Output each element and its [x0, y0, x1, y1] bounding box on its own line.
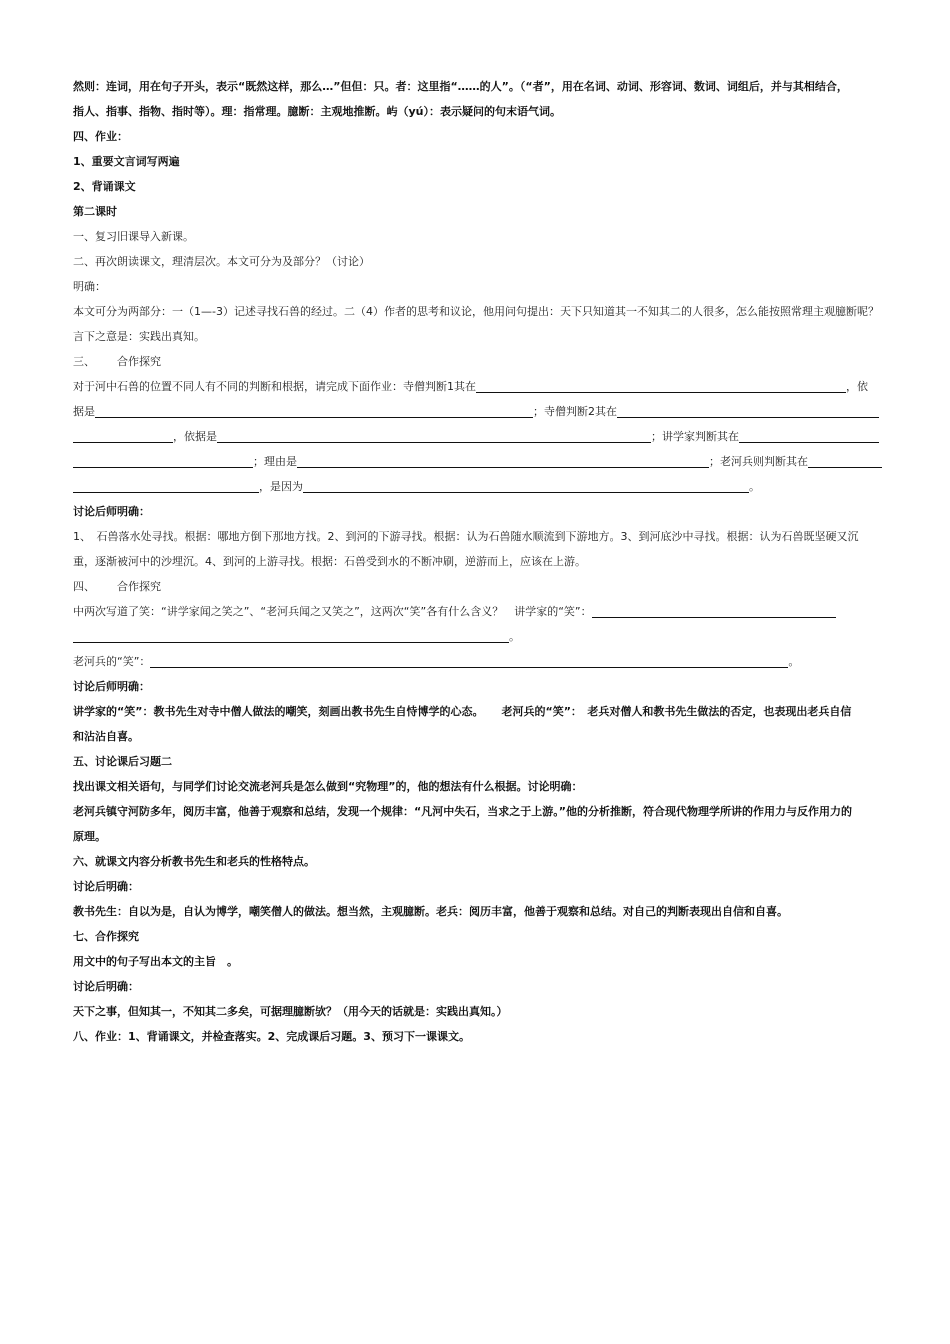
answer-blank[interactable] [95, 403, 533, 418]
exercise-line-5 [73, 474, 887, 499]
heading-text: 合作探究 [117, 580, 161, 593]
answer-blank[interactable] [739, 428, 879, 443]
characters-answer: 教书先生：自以为是，自认为博学，嘲笑僧人的做法。想当然，主观臆断。老兵：阅历丰富，他善于观察和总结。对自己的判断表现出自信和自喜。 [73, 905, 788, 918]
heading-second-lesson: 第二课时 [73, 205, 117, 218]
answer-text-2: 重，逐渐被河中的沙埋沉。4、到河的上游寻找。根据：石兽受到水的不断冲刷，逆游而上，应该在上游。 [73, 555, 586, 568]
soldier-laugh-line [73, 649, 887, 674]
discussion-label: 讨论后师明确： [73, 505, 150, 518]
section-review: 一、复习旧课导入新课。 [73, 230, 194, 243]
exercise-text: 。 [509, 630, 520, 643]
laugh-question-line [73, 599, 887, 624]
answer-blank[interactable] [476, 378, 846, 393]
laugh-answer-line [73, 624, 887, 649]
laugh-meaning-line [73, 699, 887, 724]
answer-text-1: 1、 石兽落水处寻找。根据：哪地方倒下那地方找。2、到河的下游寻找。根据：认为石兽随水顺流到下游地方。3、到河底沙中寻找。根据：认为石兽既坚硬又沉 [73, 530, 859, 543]
heading-cooperative-3 [73, 349, 887, 374]
soldier-laugh-meaning: 老河兵的“笑”： 老兵对僧人和教书先生做法的否定，也表现出老兵自信 [501, 705, 852, 718]
exercise-text: ；老河兵则判断其在 [709, 455, 808, 468]
answer-blank[interactable] [73, 478, 259, 493]
homework-item-1: 1、重要文言词写两遍 [73, 155, 180, 168]
final-homework: 八、作业：1、背诵课文，并检查落实。2、完成课后习题。3、预习下一课课文。 [73, 1030, 470, 1043]
exercise-text: ；寺僧判断2其在 [533, 405, 617, 418]
answer-blank[interactable] [73, 628, 509, 643]
heading-number: 三、 [73, 355, 95, 368]
structure-text-1: 本文可分为两部分：一（1—-3）记述寻找石兽的经过。二（4）作者的思考和议论，他用问句提出：天下只知道其一不知其二的人很多，怎么能按照常理主观臆断呢？ [73, 305, 879, 318]
exercise-text: ；理由是 [253, 455, 297, 468]
clarify-label: 明确： [73, 280, 106, 293]
discussion-label: 讨论后师明确： [73, 680, 150, 693]
heading-number: 四、 [73, 580, 95, 593]
discussion-label: 讨论后明确： [73, 880, 139, 893]
exercise-text: 据是 [73, 405, 95, 418]
exercise-line-1 [73, 374, 887, 399]
answer-blank[interactable] [73, 428, 173, 443]
answer-blank[interactable] [303, 478, 749, 493]
exercise-text: ；讲学家判断其在 [651, 430, 739, 443]
heading-text: 合作探究 [117, 355, 161, 368]
theme-answer: 天下之事，但知其一，不知其二多矣，可据理臆断欤？（用今天的话就是：实践出真知。） [73, 1005, 508, 1018]
exercise-two-answer-2: 原理。 [73, 830, 106, 843]
scholar-laugh-meaning: 讲学家的“笑”：教书先生对寺中僧人做法的嘲笑，刻画出教书先生自恃博学的心态。 [73, 705, 484, 718]
exercise-line-3 [73, 424, 887, 449]
exercise-text: ，依据是 [173, 430, 217, 443]
homework-item-2: 2、背诵课文 [73, 180, 136, 193]
section-reread: 二、再次朗读课文，理清层次。本文可分为及部分？（讨论） [73, 255, 370, 268]
theme-prompt: 用文中的句子写出本文的主旨 。 [73, 955, 238, 968]
exercise-text: ，依 [846, 380, 868, 393]
paragraph-vocab-1: 然则：连词，用在句子开头，表示“既然这样，那么…”但但：只。者：这里指“……的人”。（“者”，用在名词、动词、形容词、数词、词组后，并与其相结合， [73, 80, 848, 93]
exercise-line-4 [73, 449, 887, 474]
exercise-text: 老河兵的“笑”： [73, 655, 151, 668]
heading-exercise-two: 五、讨论课后习题二 [73, 755, 172, 768]
paragraph-vocab-2: 指人、指事、指物、指时等）。理：指常理。臆断：主观地推断。屿（yú）：表示疑问的句末语气词。 [73, 105, 561, 118]
answer-blank[interactable] [617, 403, 879, 418]
answer-blank[interactable] [73, 453, 253, 468]
discussion-label: 讨论后明确： [73, 980, 139, 993]
exercise-text: 。 [749, 480, 760, 493]
answer-blank[interactable] [592, 603, 836, 618]
exercise-line-2 [73, 399, 887, 424]
structure-text-2: 言下之意是：实践出真知。 [73, 330, 205, 343]
exercise-two-answer-1: 老河兵镇守河防多年，阅历丰富，他善于观察和总结，发现一个规律：“凡河中失石，当求之于上游。”他的分析推断，符合现代物理学所讲的作用力与反作用力的 [73, 805, 852, 818]
heading-cooperative-7: 七、合作探究 [73, 930, 139, 943]
exercise-prompt: 中两次写道了笑：“讲学家闻之笑之”、“老河兵闻之又笑之”，这两次“笑”各有什么含义？ 讲学家的“笑”： [73, 605, 592, 618]
laugh-meaning-cont: 和沾沾自喜。 [73, 730, 139, 743]
heading-characters: 六、就课文内容分析教书先生和老兵的性格特点。 [73, 855, 315, 868]
answer-blank[interactable] [808, 453, 882, 468]
exercise-text: ，是因为 [259, 480, 303, 493]
exercise-text: 。 [788, 655, 800, 668]
exercise-prompt: 对于河中石兽的位置不同人有不同的判断和根据，请完成下面作业：寺僧判断1其在 [73, 380, 476, 393]
answer-blank[interactable] [297, 453, 709, 468]
document-page [73, 74, 887, 1049]
answer-blank[interactable] [150, 653, 788, 668]
heading-homework: 四、作业： [73, 130, 128, 143]
heading-cooperative-4 [73, 574, 887, 599]
answer-blank[interactable] [217, 428, 651, 443]
exercise-two-prompt: 找出课文相关语句，与同学们讨论交流老河兵是怎么做到“究物理”的，他的想法有什么根据。讨论明确： [73, 780, 583, 793]
